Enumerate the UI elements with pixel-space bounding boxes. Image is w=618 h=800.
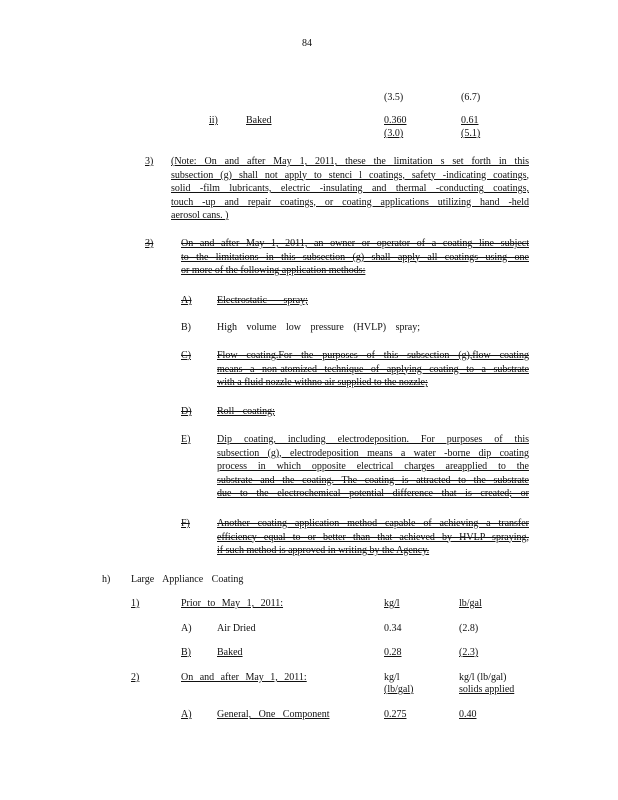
item-letter: A) (181, 623, 192, 634)
table-value: (2.3) (459, 647, 479, 658)
section-letter: h) (102, 574, 111, 585)
method-letter: E) (181, 434, 191, 445)
unit-heading: kg/l (384, 672, 400, 683)
method-text: Roll coating; (217, 406, 275, 417)
text-line: On and after May 1, 2011, an owner or operator of a coating line subject (181, 238, 529, 249)
unit-heading: kg/l (384, 598, 400, 609)
text-line: with a fluid nozzle withno air supplied to the nozzle; (217, 377, 428, 388)
item-number: ii) (209, 115, 218, 126)
method-text: High volume low pressure (HVLP) spray; (217, 322, 421, 333)
unit-heading: kg/l (lb/gal) (459, 672, 507, 683)
table-value: 0.61 (461, 115, 479, 126)
method-letter: B) (181, 322, 191, 333)
text-line: Flow coating.For the purposes of this subsection (g),flow coating (217, 350, 529, 361)
note-paragraph (171, 155, 529, 223)
method-paragraph (217, 433, 529, 501)
section-title: Large Appliance Coating (131, 574, 244, 585)
item-number: 3) (145, 156, 154, 167)
struck-paragraph (181, 237, 529, 278)
table-value: (3.5) (384, 92, 404, 103)
text-line: solid -film lubricants, electric -insulating and thermal -conducting coatings, (171, 183, 529, 194)
table-value: (5.1) (461, 128, 481, 139)
method-paragraph (217, 517, 529, 558)
table-value: 0.34 (384, 623, 402, 634)
table-value: (3.0) (384, 128, 404, 139)
method-letter: F) (181, 518, 190, 529)
method-text: Electrostatic spray; (217, 295, 308, 306)
item-label: On and after May 1, 2011: (181, 672, 307, 683)
text-line: touch -up and repair coatings, or coating applications utilizing hand -held (171, 196, 529, 208)
text-line: or more of the following application methods: (181, 265, 366, 276)
table-value: (2.8) (459, 623, 479, 634)
method-letter: D) (181, 406, 192, 417)
method-letter: A) (181, 295, 192, 306)
text-line: process in which opposite electrical charges areapplied to the (217, 461, 529, 472)
item-letter: A) (181, 709, 192, 720)
table-value: 0.360 (384, 115, 407, 126)
item-label: Air Dried (217, 623, 256, 634)
unit-heading: lb/gal (459, 598, 482, 609)
item-number: 1) (131, 598, 140, 609)
item-number: 3) (145, 238, 154, 249)
item-label: Baked (217, 647, 243, 658)
text-line: subsection (g), electrodeposition means a water -borne dip coating (217, 447, 529, 459)
item-label: Baked (246, 115, 272, 126)
text-line: efficiency equal to or better than that achieved by HVLP spraying, (217, 531, 529, 543)
page-number: 84 (302, 38, 312, 49)
unit-heading: (lb/gal) (384, 684, 414, 695)
item-letter: B) (181, 647, 191, 658)
table-value: 0.40 (459, 709, 477, 720)
text-line: due to the electrochemical potential difference that is created; or (217, 488, 529, 499)
table-value: (6.7) (461, 92, 481, 103)
text-line: subsection (g) shall not apply to stenci l coatings, safety -indicating coatings, (171, 169, 529, 181)
item-label: Prior to May 1, 2011: (181, 598, 284, 609)
text-line: substrate and the coating. The coating is attracted to the substrate (217, 474, 529, 486)
table-value: 0.275 (384, 709, 407, 720)
text-line: if such method is approved in writing by the Agency. (217, 545, 430, 556)
text-line: to the limitations in this subsection (g) shall apply all coatings using one (181, 251, 529, 263)
text-line: (Note: On and after May 1, 2011, these the limitation s set forth in this (171, 156, 529, 167)
text-line: means a non-atomized technique of applying coating to a substrate (217, 363, 529, 375)
unit-heading: solids applied (459, 684, 515, 695)
method-paragraph (217, 349, 529, 390)
method-letter: C) (181, 350, 191, 361)
item-label: General, One Component (217, 709, 330, 720)
item-number: 2) (131, 672, 140, 683)
text-line: Dip coating, including electrodeposition. For purposes of this (217, 434, 529, 445)
table-value: 0.28 (384, 647, 402, 658)
text-line: aerosol cans. ) (171, 210, 229, 221)
text-line: Another coating application method capable of achieving a transfer (217, 518, 529, 529)
